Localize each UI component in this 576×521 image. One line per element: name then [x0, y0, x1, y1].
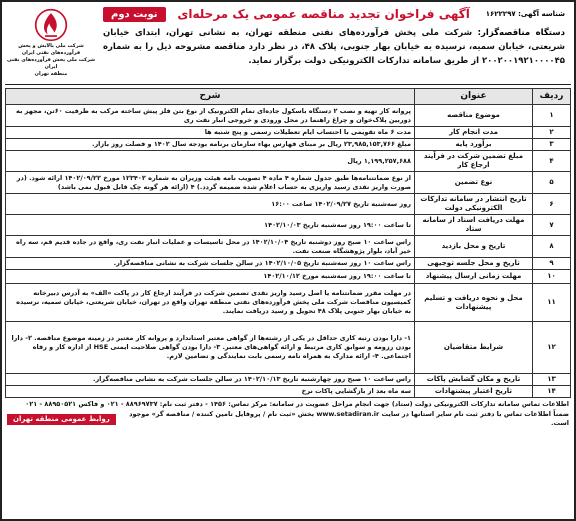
table-row: [6, 258, 571, 270]
row-description: راس ساعت ۱۰ صبح روز دوشنبه تاریخ ۱۴۰۲/۱۰/۰۴ در محل تاسیسات و عملیات انبار نفت ری، واقع در جاده قدیم قم، سه راه خیر آباد، بلوار پژوهشگاه صنعت نفت.: [6, 236, 415, 258]
table-row: [6, 322, 571, 374]
public-relations-tag: روابط عمومی منطقه تهران: [7, 414, 116, 425]
table-row: [6, 284, 571, 322]
row-title: تاریخ و محل بازدید: [415, 236, 533, 258]
table-body: [6, 105, 571, 398]
row-number: ۲: [533, 127, 571, 139]
table-row: [6, 194, 571, 215]
row-number: ۱: [533, 105, 571, 127]
row-description: ۱,۱۹۹,۲۵۷,۶۸۸ ریال: [6, 151, 415, 172]
row-number: ۱۰: [533, 270, 571, 284]
row-number: ۹: [533, 258, 571, 270]
row-title: تاریخ و محل جلسه توجیهی: [415, 258, 533, 270]
footer-contact-line: اطلاعات تماس سامانه تدارکات الکترونیکی دولت (ستاد) جهت انجام مراحل عضویت در سامانه: مرکز تماس: ۱۴۵۶ - دفتر ثبت نام: ۸۸۹۶۹۷۳۷ - ۰۲۱ و فاکس ۸۸۹۵۰۵۲۱ - ۰۲۱: [25, 400, 569, 408]
notice-title: آگهی فراخوان تجدید مناقصه عمومی یک مرحله‌ای: [177, 7, 470, 21]
intro-paragraph: [103, 26, 565, 68]
nioc-flame-logo-icon: [34, 8, 68, 42]
row-description: راس ساعت ۱۰ روز سه‌شنبه تاریخ ۱۴۰۲/۱۰/۰۵ در سالن جلسات شرکت به نشانی مناقصه‌گزار.: [6, 258, 415, 270]
row-number: ۴: [533, 151, 571, 172]
row-number: ۱۳: [533, 374, 571, 386]
table-row: [6, 215, 571, 236]
row-number: ۱۲: [533, 322, 571, 374]
row-description: از نوع ضمانتنامه‌ها طبق جدول شماره ۴ ماده ۴ تصویب نامه هیئت وزیران به شماره ۱۲۳۴۰۲ مورخ ۱۴۰۲/۰۹/۲۲ ارائه شود. (در صورت واریز نقدی رسید واریزی به حساب اعلام شده ضمیمه گردد.) ۴ (ارائه هر گونه چک قابل قبول نمی باشد): [6, 172, 415, 194]
row-number: ۳: [533, 139, 571, 151]
row-title: برآورد پایه: [415, 139, 533, 151]
table-row: [6, 386, 571, 398]
intro-text: شرکت ملی پخش فرآورده‌های نفتی منطقه تهران، به نشانی تهران، ابتدای خیابان شریعتی، خیابان سمیه، نرسیده به خیابان بهار جنوبی، پلاک ۴۸، در نظر دارد مناقصه مشروحه ذیل را به شماره ۲۰۰۲۰۰۱۹۲۱۰۰۰۰۴۵ از طریق سامانه تدارکات الکترونیکی دولت برگزار نماید.: [103, 28, 565, 66]
row-description: سه ماه بعد از بازگشایی پاکات نرخ: [6, 386, 415, 398]
tender-table: [5, 88, 571, 398]
row-description: پروانه کار تهیه و نصب ۲ دستگاه باسکول جاده‌ای تمام الکترونیک از نوع بتن فلز پیش ساخته مرکب به ظرفیت ۶۰تن، مجهز به دوربین پلاک‌خوان و چراغ راهنما در محل ورودی و خروجی انبار نفت ری: [6, 105, 415, 127]
row-title: مدت انجام کار: [415, 127, 533, 139]
row-title: شرایط متقاضیان: [415, 322, 533, 374]
row-title: نوع تضمین: [415, 172, 533, 194]
table-row: [6, 172, 571, 194]
row-number: ۶: [533, 194, 571, 215]
row-title: محل و نحوه دریافت و تسلیم پیشنهادات: [415, 284, 533, 322]
footer-registration-line: ضمناً اطلاعات تماس با دفتر ثبت نام سایر استانها در سایت www.setadiran.ir بخش «ثبت نام / پروفایل تامین کننده / مناقصه گر» موجود است.: [129, 410, 569, 427]
row-number: ۱۴: [533, 386, 571, 398]
row-description: تا ساعت ۱۹:۰۰ روز سه‌شنبه مورخ ۱۴۰۲/۱۰/۱۲: [6, 270, 415, 284]
title-row: [103, 5, 565, 23]
row-number: ۱۱: [533, 284, 571, 322]
table-row: [6, 270, 571, 284]
row-description: مبلغ ۲۳,۹۸۵,۱۵۳,۷۶۶ ریال بر مبنای فهارس بهاء سازمان برنامه بودجه سال ۱۴۰۲ و فصلت روز بازار.: [6, 139, 415, 151]
row-title: تاریخ و مکان گشایش پاکات: [415, 374, 533, 386]
table-row: [6, 139, 571, 151]
row-description: راس ساعت ۱۰ صبح روز چهارشنبه تاریخ ۱۴۰۲/۱۰/۱۳ در سالن جلسات شرکت به نشانی مناقصه‌گزار.: [6, 374, 415, 386]
row-number: ۷: [533, 215, 571, 236]
col-header-row-number: ردیف: [533, 89, 571, 105]
table-row: [6, 374, 571, 386]
row-number: ۵: [533, 172, 571, 194]
table-row: [6, 105, 571, 127]
row-title: مهلت دریافت اسناد از سامانه ستاد: [415, 215, 533, 236]
table-row: [6, 127, 571, 139]
row-number: ۸: [533, 236, 571, 258]
footer-bar: [7, 410, 569, 428]
row-description: روز سه‌شنبه تاریخ ۱۴۰۲/۰۹/۲۷ ساعت ۱۶:۰۰: [6, 194, 415, 215]
col-header-description: شرح: [6, 89, 415, 105]
row-title: موضوع مناقصه: [415, 105, 533, 127]
col-header-title: عنوان: [415, 89, 533, 105]
company-logo-block: [5, 5, 97, 84]
row-description: ۱- دارا بودن رتبه کاری حداقل در یکی از رشته‌ها از گواهی معتبر استاندارد و پروانه کار معتبر در زمینه موضوع مناقصه. ۲- دارا بودن رزومه و سوابق کاری مرتبط و ارائه گواهی‌های معتبر. ۳- دارا بودن گواهی صلاحیت ایمنی HSE از اداره کار و رفاه اجتماعی. ۴- ارائه مدارک به همراه نامه رسمی بابت نمایندگی و تضامین لازم.: [6, 322, 415, 374]
row-title: تاریخ اعتبار پیشنهادات: [415, 386, 533, 398]
notice-number: شناسه آگهی: ۱۶۲۲۲۹۷: [485, 10, 565, 18]
logo-text: شرکت ملی پالایش و پخش فرآورده‌های نفتی ایران شرکت ملی پخش فرآورده‌های نفتی ایران منطقه تهران: [6, 43, 96, 77]
intro-lead: دستگاه مناقصه‌گزار:: [477, 28, 565, 38]
row-description: مدت ۶ ماه تقویمی با احتساب ایام تعطیلات رسمی و پنج شنبه ها: [6, 127, 415, 139]
row-title: تاریخ انتشار در سامانه تدارکات الکترونیکی دولت: [415, 194, 533, 215]
row-title: مبلغ تضمین شرکت در فرآیند ارجاع کار: [415, 151, 533, 172]
table-row: [6, 151, 571, 172]
notice-header: [5, 5, 571, 85]
row-title: مهلت زمانی ارسال پیشنهاد: [415, 270, 533, 284]
table-header-row: [6, 89, 571, 105]
round-badge: نوبت دوم: [103, 7, 166, 22]
notice-footer: [5, 400, 571, 428]
header-main: [97, 5, 571, 84]
table-row: [6, 236, 571, 258]
row-description: تا ساعت ۱۹:۰۰ روز سه‌شنبه تاریخ ۱۴۰۲/۱۰/۰۳: [6, 215, 415, 236]
row-description: در مهلت مقرر ضمانتنامه یا اصل رسید واریز نقدی تضمین شرکت در فرآیند ارجاع کار در پاکت «الف» به آدرس دبیرخانه کمیسیون مناقصات شرکت ملی پخش فرآورده‌های نفتی منطقه تهران واقع در تهران، خیابان شریعتی، خیابان سمیه، نرسیده به خیابان بهار جنوبی پلاک ۴۸ تحویل و رسید دریافت نمایند.: [6, 284, 415, 322]
